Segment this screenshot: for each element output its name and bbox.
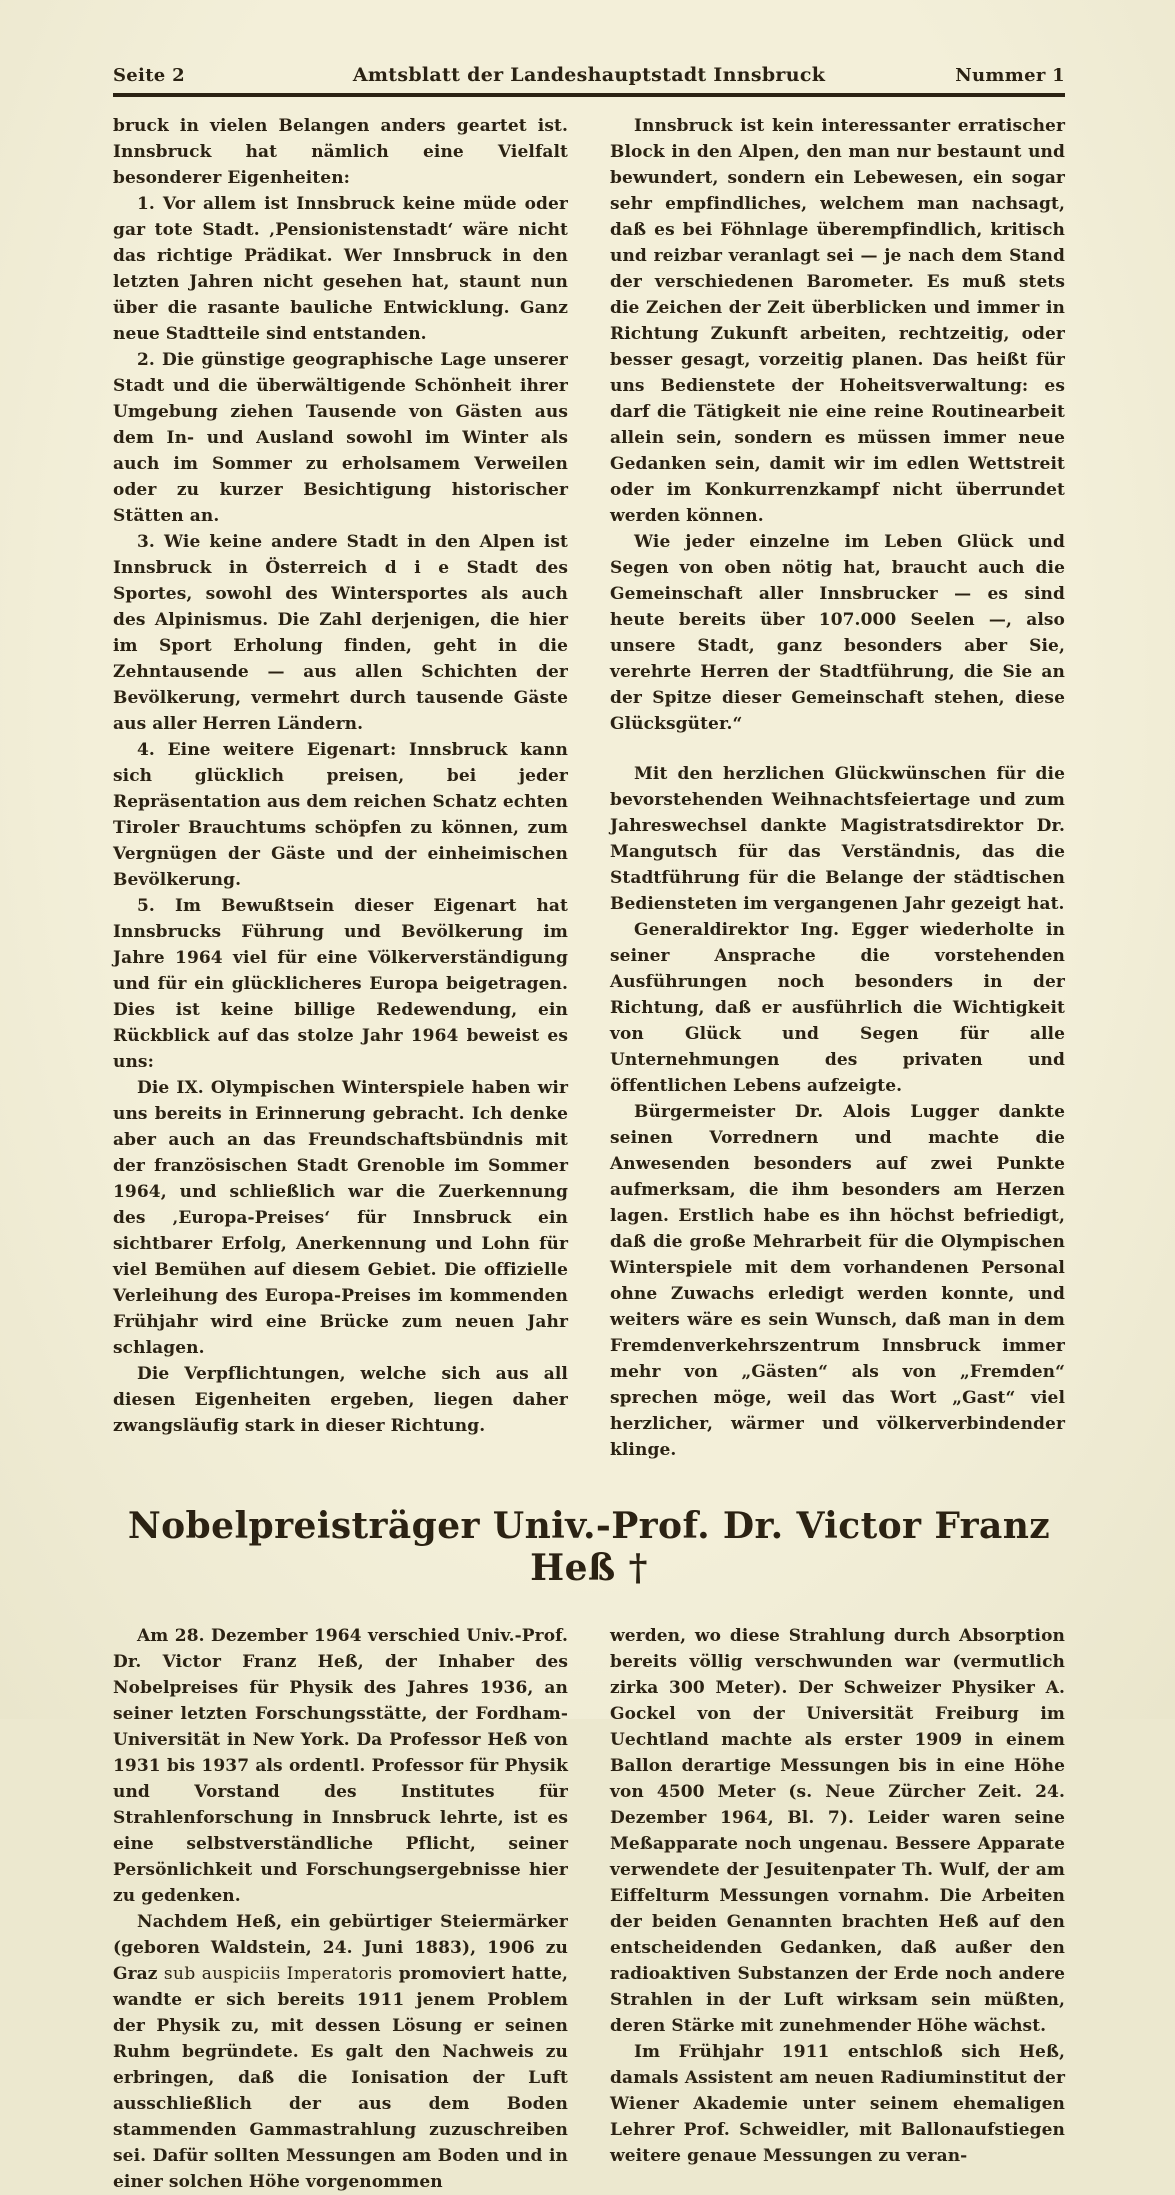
paragraph: werden, wo diese Strahlung durch Absorption bereits völlig verschwunden war (vermutlich zirka 300 Meter). Der Schweizer Physiker A. Gockel von der Universität Freiburg im Uechtland machte als erster 1909 in einem Ballon derartige Messungen bis in eine Höhe von 4500 Meter (s. Neue Zürcher Zeit. 24. Dezember 1964, Bl. 7). Leider waren seine Meßapparate noch ungenau. Bessere Apparate verwendete der Jesuitenpater Th. Wulf, der am Eiffelturm Messungen vornahm. Die Arbeiten der beiden Genannten brachten Heß auf den entscheidenden Gedanken, daß außer den radioaktiven Substanzen der Erde noch andere Strahlen in der Luft wirksam sein müßten, deren Stärke mit zunehmender Höhe wächst.: [610, 1626, 1065, 2036]
paragraph: Am 28. Dezember 1964 verschied Univ.-Prof. Dr. Victor Franz Heß, der Inhaber des Nobelpreises für Physik des Jahres 1936, an seiner letzten Forschungsstätte, der Fordham-Universität in New York. Da Professor Heß von 1931 bis 1937 als ordentl. Professor für Physik und Vorstand des Institutes für Strahlenforschung in Innsbruck lehrte, ist es eine selbstverständliche Pflicht, seiner Persönlichkeit und Forschungsergebnisse hier zu gedenken.: [113, 1626, 568, 1906]
paragraph: Bürgermeister Dr. Alois Lugger dankte seinen Vorrednern und machte die Anwesenden besonders auf zwei Punkte aufmerksam, die ihm besonders am Herzen lagen. Erstlich habe es ihn höchst befriedigt, daß die große Mehrarbeit für die Olympischen Winterspiele mit dem vorhandenen Personal ohne Zuwachs erledigt werden konnte, und weiters wäre es sein Wunsch, daß man in dem Fremdenverkehrszentrum Innsbruck immer mehr von „Gästen“ als von „Fremden“ sprechen möge, weil das Wort „Gast“ viel herzlicher, wärmer und völkerverbindender klinge.: [610, 1102, 1065, 1460]
paragraph: 3. Wie keine andere Stadt in den Alpen ist Innsbruck in Österreich d i e Stadt des Sportes, sowohl des Wintersportes als auch des Alpinismus. Die Zahl derjenigen, die hier im Sport Erholung finden, geht in die Zehntausende — aus allen Schichten der Bevölkerung, vermehrt durch tausende Gäste aus aller Herren Ländern.: [113, 532, 568, 734]
page-number-label: Seite 2: [113, 65, 185, 86]
obituary-section: [113, 1505, 1065, 2195]
header-rule: [113, 93, 1065, 97]
lead-article-left-column: [113, 113, 568, 1463]
paragraph: Wie jeder einzelne im Leben Glück und Segen von oben nötig hat, braucht auch die Gemeinschaft aller Innsbrucker — es sind heute bereits über 107.000 Seelen —, also unsere Stadt, ganz besonders aber Sie, verehrte Herren der Stadtführung, die Sie an der Spitze dieser Gemeinschaft stehen, diese Glücksgüter.“: [610, 532, 1065, 734]
paragraph: Im Frühjahr 1911 entschloß sich Heß, damals Assistent am neuen Radiuminstitut der Wiener Akademie unter seinem ehemaligen Lehrer Prof. Schweidler, mit Ballonaufstiegen weitere genaue Messungen zu veran-: [610, 2042, 1065, 2166]
paragraph-text: Nachdem Heß, ein gebürtiger Steiermärker (geboren Waldstein, 24. Juni 1883), 1906 zu Graz: [113, 1912, 568, 1984]
obituary-headline: Nobelpreisträger Univ.-Prof. Dr. Victor Franz Heß †: [127, 1505, 1051, 1589]
paragraph: bruck in vielen Belangen anders geartet ist. Innsbruck hat nämlich eine Vielfalt besonderer Eigenheiten:: [113, 116, 568, 188]
paragraph: 1. Vor allem ist Innsbruck keine müde oder gar tote Stadt. ‚Pensionistenstadt‘ wäre nicht das richtige Prädikat. Wer Innsbruck in den letzten Jahren nicht gesehen hat, staunt nun über die rasante bauliche Entwicklung. Ganz neue Stadtteile sind entstanden.: [113, 194, 568, 344]
obituary-right-column: [610, 1623, 1065, 2195]
paragraph: Innsbruck ist kein interessanter erratischer Block in den Alpen, den man nur bestaunt und bewundert, sondern ein Lebewesen, ein sogar sehr empfindliches, welchem man nachsagt, daß es bei Föhnlage überempfindlich, kritisch und reizbar veranlagt sei — je nach dem Stand der verschiedenen Barometer. Es muß stets die Zeichen der Zeit überblicken und immer in Richtung Zukunft arbeiten, rechtzeitig, oder besser gesagt, vorzeitig planen. Das heißt für uns Bedienstete der Hoheitsverwaltung: es darf die Tätigkeit nie eine reine Routinearbeit allein sein, sondern es müssen immer neue Gedanken sein, damit wir im edlen Wettstreit oder im Konkurrenzkampf nicht überrundet werden können.: [610, 116, 1065, 526]
paragraph: 2. Die günstige geographische Lage unserer Stadt und die überwältigende Schönheit ihrer Umgebung ziehen Tausende von Gästen aus dem In- und Ausland sowohl im Winter als auch im Sommer zu erholsamem Verweilen oder zu kurzer Besichtigung historischer Stätten an.: [113, 350, 568, 526]
paragraph: Mit den herzlichen Glückwünschen für die bevorstehenden Weihnachtsfeiertage und zum Jahreswechsel dankte Magistratsdirektor Dr. Mangutsch für das Verständnis, das die Stadtführung für die Belange der städtischen Bediensteten im vergangenen Jahr gezeigt hat.: [610, 764, 1065, 914]
lead-article: [113, 113, 1065, 1463]
paragraph: Generaldirektor Ing. Egger wiederholte in seiner Ansprache die vorstehenden Ausführungen noch besonders in der Richtung, daß er ausführlich die Wichtigkeit von Glück und Segen für alle Unternehmungen des privaten und öffentlichen Lebens aufzeigte.: [610, 920, 1065, 1096]
paragraph: 4. Eine weitere Eigenart: Innsbruck kann sich glücklich preisen, bei jeder Repräsentation aus dem reichen Schatz echten Tiroler Brauchtums schöpfen zu können, zum Vergnügen der Gäste und der einheimischen Bevölkerung.: [113, 740, 568, 890]
latin-phrase: sub auspiciis Imperatoris: [163, 1964, 393, 1984]
masthead-title: Amtsblatt der Landeshauptstadt Innsbruck: [352, 64, 826, 86]
obituary-left-column: [113, 1623, 568, 2195]
paragraph-text: promoviert hatte, wandte er sich bereits 1911 jenem Problem der Physik zu, mit dessen Lösung er seinen Ruhm begründete. Es galt den Nachweis zu erbringen, daß die Ionisation der Luft ausschließlich der aus dem Boden stammenden Gammastrahlung zuzuschreiben sei. Dafür sollten Messungen am Boden und in einer solchen Höhe vorgenommen: [113, 1964, 569, 2192]
obituary-body: [113, 1623, 1065, 2195]
issue-number-label: Nummer 1: [955, 65, 1065, 86]
lead-article-right-column: [610, 113, 1065, 1463]
paragraph: Die Verpflichtungen, welche sich aus all diesen Eigenheiten ergeben, liegen daher zwangsläufig stark in dieser Richtung.: [113, 1364, 568, 1436]
paragraph: [113, 1909, 568, 2195]
paragraph: 5. Im Bewußtsein dieser Eigenart hat Innsbrucks Führung und Bevölkerung im Jahre 1964 viel für eine Völkerverständigung und für ein glücklicheres Europa beigetragen. Dies ist keine billige Redewendung, ein Rückblick auf das stolze Jahr 1964 beweist es uns:: [113, 896, 568, 1072]
paragraph: Die IX. Olympischen Winterspiele haben wir uns bereits in Erinnerung gebracht. Ich denke aber auch an das Freundschaftsbündnis mit der französischen Stadt Grenoble im Sommer 1964, und schließlich war die Zuerkennung des ‚Europa-Preises‘ für Innsbruck ein sichtbarer Erfolg, Anerkennung und Lohn für viel Bemühen auf diesem Gebiet. Die offizielle Verleihung des Europa-Preises im kommenden Frühjahr wird eine Brücke zum neuen Jahr schlagen.: [113, 1078, 568, 1358]
running-head: [113, 64, 1065, 86]
